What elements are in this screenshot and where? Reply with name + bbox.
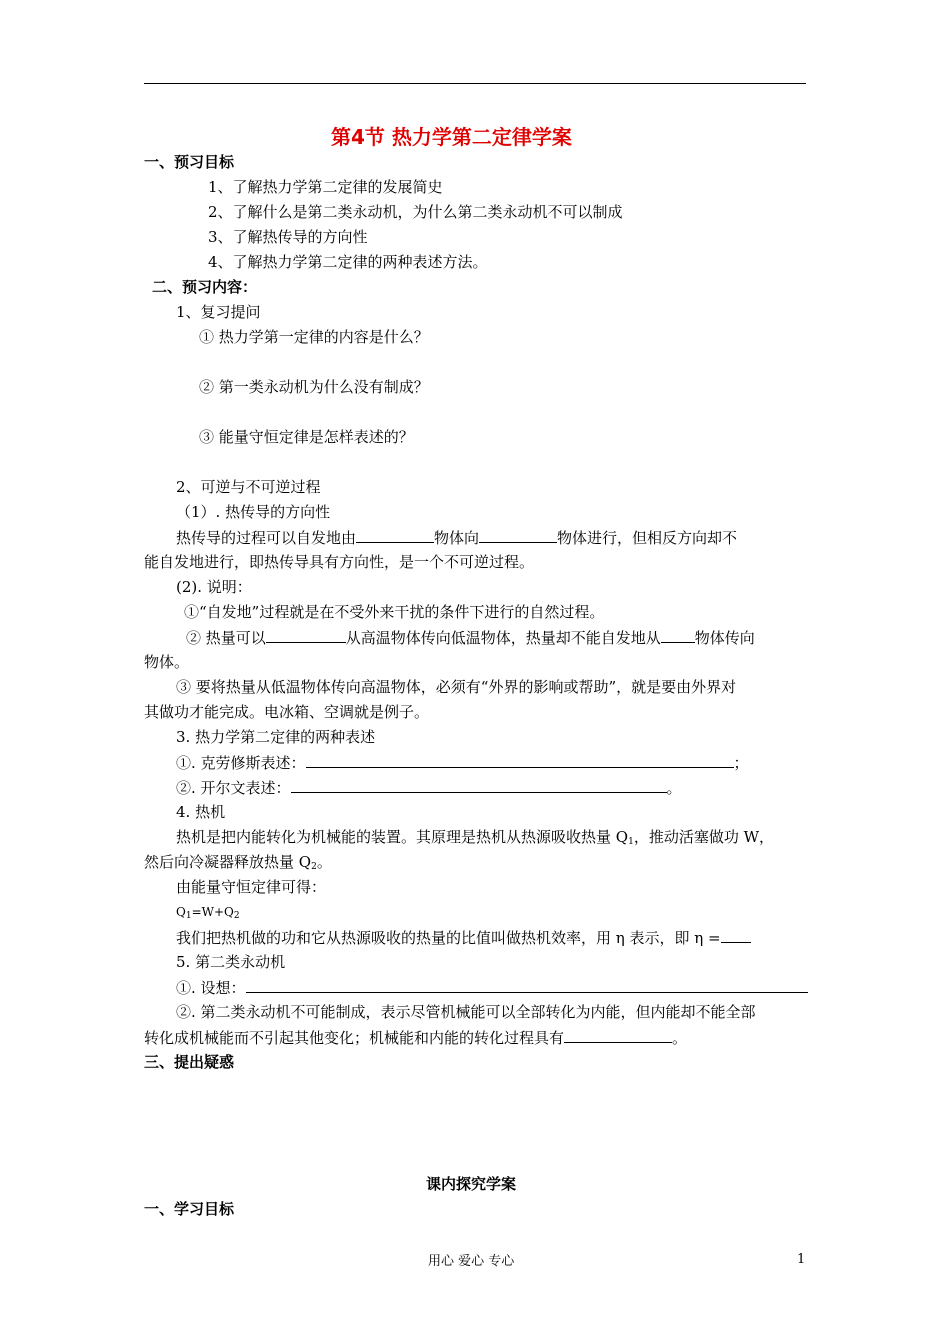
energy-equation <box>176 902 240 926</box>
fill-blank[interactable] <box>291 777 667 793</box>
goal-item: 2、了解什么是第二类永动机，为什么第二类永动机不可以制成 <box>208 203 623 221</box>
paragraph-heat-engine <box>176 827 774 852</box>
subheading-reversible: 2、可逆与不可逆过程 <box>176 478 321 496</box>
text: ② 热量可以 <box>186 629 266 647</box>
subheading-second-law: 3. 热力学第二定律的两种表述 <box>176 728 376 746</box>
text: ，推动活塞做功 W， <box>633 828 774 846</box>
subscript: 2 <box>233 911 240 921</box>
fill-blank[interactable] <box>246 977 808 993</box>
text: 从高温物体传向低温物体，热量却不能自发地从 <box>345 629 661 647</box>
footer-motto: 用心 爱心 专心 <box>428 1254 515 1269</box>
subheading-perpetual-motion: 5. 第二类永动机 <box>176 953 286 971</box>
efficiency-line <box>176 927 751 948</box>
note-item: ③ 要将热量从低温物体传向高温物体，必须有“外界的影响或帮助”，就是要由外界对 <box>176 678 737 696</box>
paragraph-line: 物体。 <box>144 653 190 671</box>
text: 物体向 <box>434 529 480 547</box>
section-heading-questions: 三、提出疑惑 <box>144 1053 235 1071</box>
text: 。 <box>666 779 682 797</box>
note-item <box>186 627 755 648</box>
fill-blank[interactable] <box>356 527 434 543</box>
fill-blank[interactable] <box>661 627 695 643</box>
text: ①. 克劳修斯表述： <box>176 754 306 772</box>
fill-blank[interactable] <box>479 527 557 543</box>
document-title: 第4节 热力学第二定律学案 <box>331 125 572 149</box>
text: 热机是把内能转化为机械能的装置。其原理是热机从热源吸收热量 Q <box>176 828 629 846</box>
paragraph-heat-conduction <box>176 527 737 548</box>
subscript: 1 <box>628 837 634 847</box>
subheading-heat-engine: 4. 热机 <box>176 803 226 821</box>
text: Q <box>176 905 186 919</box>
clausius-statement <box>176 752 749 773</box>
subscript: 1 <box>185 911 192 921</box>
review-question: ① 热力学第一定律的内容是什么？ <box>199 328 429 346</box>
text: 我们把热机做的功和它从热源吸收的热量的比值叫做热机效率，用 η 表示，即 η = <box>176 929 721 947</box>
kelvin-statement <box>176 777 682 798</box>
section-heading-preview-goals: 一、预习目标 <box>144 153 235 171</box>
idea-line <box>176 977 808 998</box>
section-heading-learning-goals: 一、学习目标 <box>144 1200 235 1218</box>
subheading-review: 1、复习提问 <box>176 303 261 321</box>
text: 。 <box>672 1029 688 1047</box>
goal-item: 3、了解热传导的方向性 <box>208 228 368 246</box>
goal-item: 1、了解热力学第二定律的发展简史 <box>208 178 443 196</box>
text: ①. 设想： <box>176 979 246 997</box>
text: 然后向冷凝器释放热量 Q <box>144 853 312 871</box>
review-question: ③ 能量守恒定律是怎样表述的？ <box>199 428 414 446</box>
text: =W+Q <box>191 905 234 919</box>
part-title-class-inquiry: 课内探究学案 <box>426 1175 517 1193</box>
note-item: ①“自发地”过程就是在不受外来干扰的条件下进行的自然过程。 <box>184 603 605 621</box>
subscript: 2 <box>311 862 317 872</box>
paragraph-line: ②. 第二类永动机不可能制成，表示尽管机械能可以全部转化为内能，但内能却不能全部 <box>176 1003 756 1021</box>
fill-blank[interactable] <box>721 927 751 943</box>
paragraph-line: 能自发地进行，即热传导具有方向性，是一个不可逆过程。 <box>144 553 535 571</box>
goal-item: 4、了解热力学第二定律的两种表述方法。 <box>208 253 488 271</box>
text: ； <box>733 754 749 772</box>
subheading-explanation: (2). 说明： <box>176 578 252 596</box>
section-heading-preview-content: 二、预习内容： <box>152 278 258 296</box>
review-question: ② 第一类永动机为什么没有制成？ <box>199 378 429 396</box>
fill-blank[interactable] <box>564 1027 672 1043</box>
text: 转化成机械能而不引起其他变化；机械能和内能的转化过程具有 <box>144 1029 565 1047</box>
page-number: 1 <box>797 1252 806 1267</box>
subheading-heat-direction: （1）. 热传导的方向性 <box>176 503 331 521</box>
text: 物体进行，但相反方向却不 <box>557 529 738 547</box>
text: 热传导的过程可以自发地由 <box>176 529 357 547</box>
paragraph-line: 由能量守恒定律可得： <box>176 878 327 896</box>
text: ②. 开尔文表述： <box>176 779 291 797</box>
fill-blank[interactable] <box>266 627 346 643</box>
paragraph-line <box>144 852 332 877</box>
text: 物体传向 <box>694 629 755 647</box>
paragraph-line: 其做功才能完成。电冰箱、空调就是例子。 <box>144 703 430 721</box>
fill-blank[interactable] <box>306 752 734 768</box>
header-rule <box>144 83 806 84</box>
paragraph-line <box>144 1027 687 1048</box>
text: 。 <box>316 853 332 871</box>
